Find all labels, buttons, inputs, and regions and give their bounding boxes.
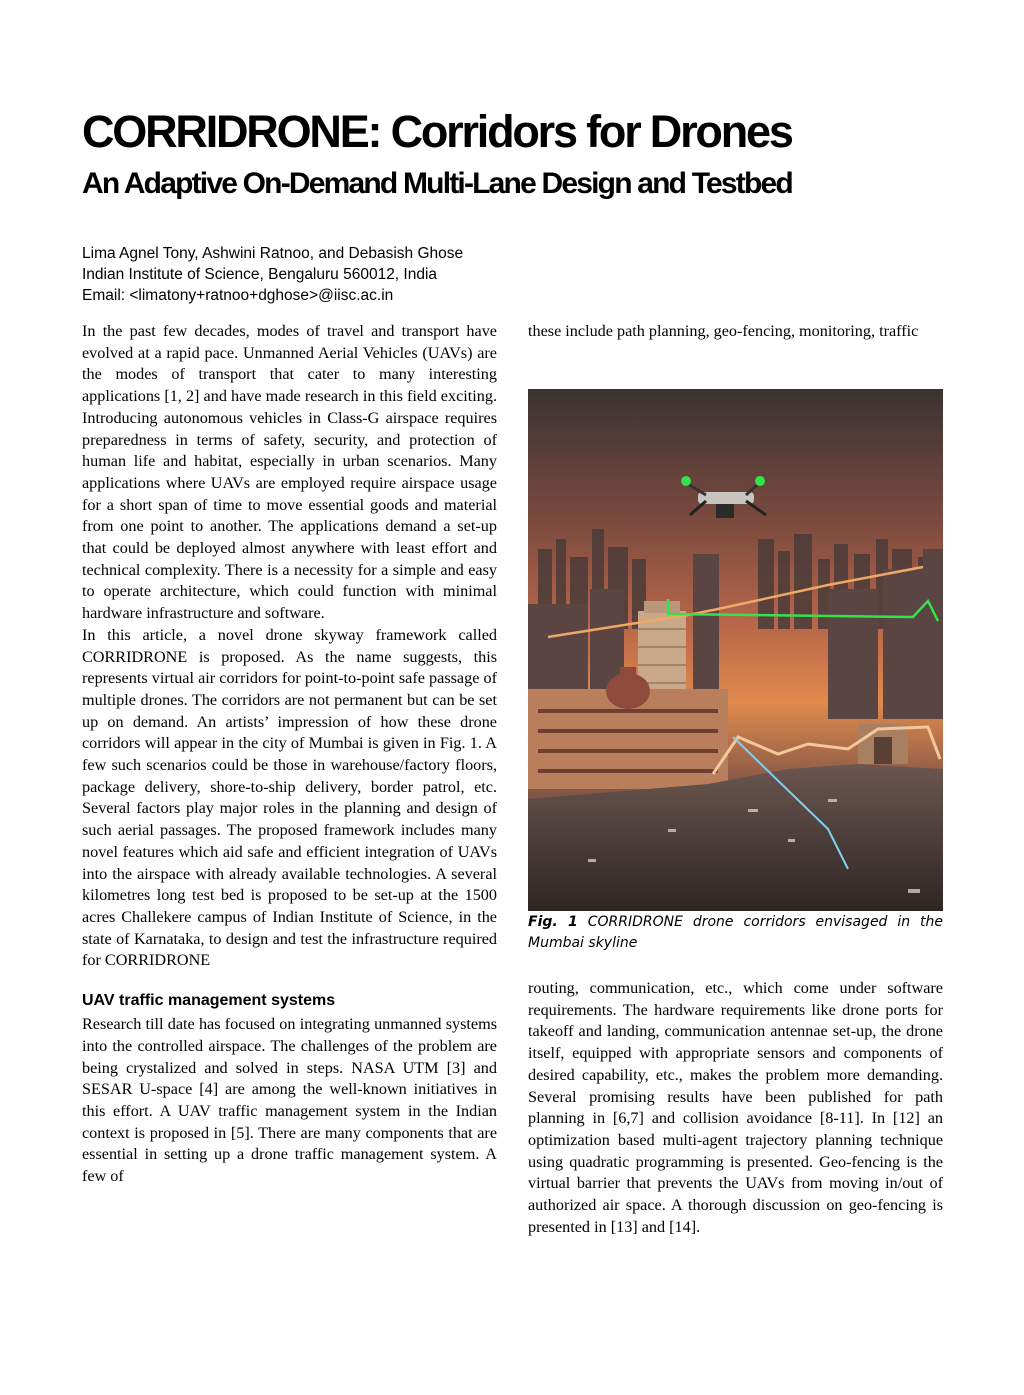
left-column <box>82 321 497 1188</box>
author-names: Lima Agnel Tony, Ashwini Ratnoo, and Debasish Ghose <box>82 245 464 262</box>
intro-paragraph-1: In the past few decades, modes of travel and transport have evolved at a rapid pace. Unmanned Aerial Vehicles (UAVs) are the modes of transport that cater to many interesting applications [1, 2] and have made research in this field exciting. Introducing autonomous vehicles in Class-G airspace requires preparedness in terms of safety, security, and protection of human life and habitat, especially in urban scenarios. Many applications where UAVs are employed require airspace usage for a short span of time to move essential goods and material from one point to another. The applications demand a set-up that could be deployed almost anywhere with least effort and technical complexity. There is a necessity for a simple and easy to operate architecture, which could function with minimal hardware infrastructure and software. <box>82 322 497 623</box>
section-heading-utm: UAV traffic management systems <box>82 992 336 1010</box>
intro-paragraph-2: In this article, a novel drone skyway framework called CORRIDRONE is proposed. As the name suggests, this represents virtual air corridors for point-to-point safe passage of multiple drones. The corridors are not permanent but can be set up on demand. An artists’ impression of how these drone corridors will appear in the city of Mumbai is given in Fig. 1. A few such scenarios could be those in warehouse/factory floors, package delivery, shore-to-ship delivery, border patrol, etc. Several factors play major roles in the planning and design of such aerial passages. The proposed framework includes many novel features which aid safe and efficient integration of UAVs into the airspace with already available technologies. A several kilometres long test bed is proposed to be set-up at the 1500 acres Challekere campus of Indian Institute of Science, in the state of Karnataka, to design and test the infrastructure required for CORRIDRONE <box>82 625 497 970</box>
paper-subtitle: An Adaptive On-Demand Multi-Lane Design and Testbed <box>82 167 792 200</box>
continued-paragraph: these include path planning, geo-fencing, monitoring, traffic <box>528 322 919 340</box>
caption-label: Fig. 1 <box>528 914 578 930</box>
mumbai-skyline-illustration <box>528 389 943 911</box>
author-affiliation: Indian Institute of Science, Bengaluru 560012, India <box>82 266 438 283</box>
author-block <box>82 243 463 306</box>
figure-1-image <box>528 389 943 911</box>
right-column-top <box>528 321 943 343</box>
author-email: Email: <limatony+ratnoo+dghose>@iisc.ac.in <box>82 287 394 304</box>
right-column-bottom <box>528 978 943 1238</box>
paper-title: CORRIDRONE: Corridors for Drones <box>82 106 792 157</box>
caption-text: CORRIDRONE drone corridors envisaged in the Mumbai skyline <box>528 914 943 951</box>
utm-paragraph: Research till date has focused on integrating unmanned systems into the controlled airspace. The challenges of the problem are being crystalized and solved in steps. NASA UTM [3] and SESAR U-space [4] are among the well-known initiatives in this effort. A UAV traffic management system in the Indian context is proposed in [5]. There are many components that are essential in setting up a drone traffic management system. A few of <box>82 1015 497 1186</box>
requirements-paragraph: routing, communication, etc., which come under software requirements. The hardware requirements like drone ports for takeoff and landing, communication antennae set-up, the drone itself, equipped with appropriate sensors and components of desired capability, etc., makes the problem more demanding. Several promising results have been published for path planning in [6,7] and collision avoidance [8-11]. In [12] an optimization based multi-agent trajectory planning technique using quadratic programming is presented. Geo-fencing is the virtual barrier that prevents the UAVs from moving in/out of authorized air space. A thorough discussion on geo-fencing is presented in [13] and [14]. <box>528 979 943 1236</box>
figure-1-caption <box>528 912 943 954</box>
